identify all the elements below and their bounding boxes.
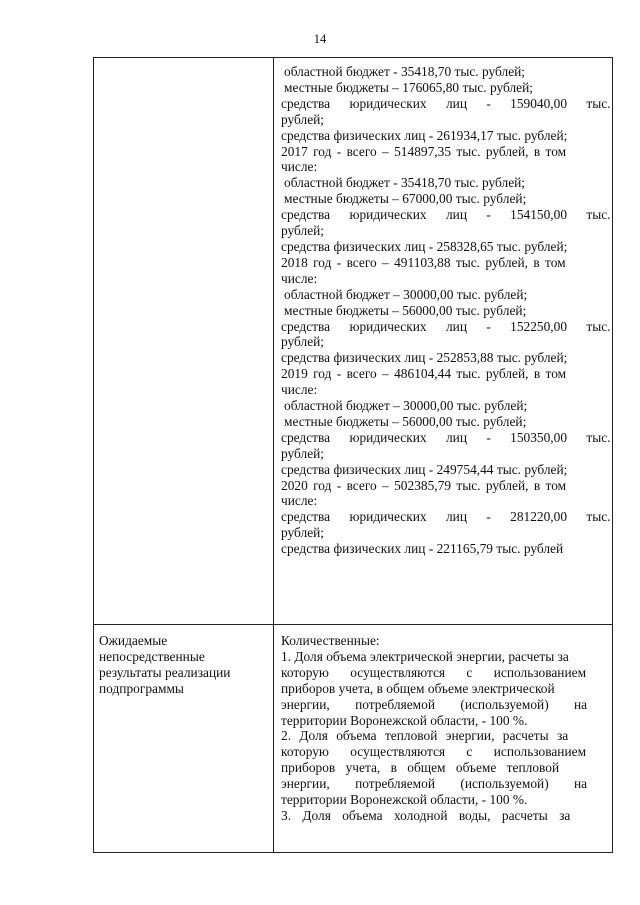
financing-cell [281,64,611,557]
financing-line: рублей; [281,223,325,239]
financing-line: местные бюджеты – 176065,80 тыс. рублей; [284,79,533,95]
financing-line: средства физических лиц - 261934,17 тыс. рублей; [281,127,568,143]
results-line: энергии, потребляемой (используемой) на [281,696,588,712]
results-line: энергии, потребляемой (используемой) на [281,776,588,792]
results-line: приборов учета, в общем объеме тепловой [281,760,560,776]
financing-line: рублей; [281,525,325,541]
results-line: территории Воронежской области, - 100 %. [281,792,528,808]
results-line: 3. Доля объема холодной воды, расчеты за [281,807,571,823]
financing-line: рублей; [281,334,325,350]
financing-line: средства юридических лиц - 152250,00 тыс. [281,318,611,334]
financing-line: средства физических лиц - 249754,44 тыс. рублей; [281,461,568,477]
financing-line: областной бюджет - 35418,70 тыс. рублей; [284,175,526,191]
financing-line: областной бюджет - 35418,70 тыс. рублей; [284,64,526,79]
financing-line: средства юридических лиц - 154150,00 тыс. [281,207,611,223]
financing-line: числе: [281,493,318,509]
results-line: 1. Доля объема электрической энергии, расчеты за [281,648,569,664]
financing-row [93,57,613,625]
financing-line: местные бюджеты – 67000,00 тыс. рублей; [284,191,527,207]
financing-line: средства юридических лиц - 159040,00 тыс. [281,95,611,111]
financing-line: средства физических лиц - 252853,88 тыс. рублей; [281,350,568,366]
financing-line: числе: [281,159,318,175]
results-line: Количественные: [281,633,380,648]
expected-results-cell [281,633,607,824]
results-line: которую осуществляются с использованием [281,664,587,680]
label-line: Ожидаемые [99,633,168,648]
column-divider [273,58,274,625]
financing-line: числе: [281,382,318,398]
results-line: 2. Доля объема тепловой энергии, расчеты за [281,728,569,744]
financing-line: 2017 год - всего – 514897,35 тыс. рублей, в том [281,143,567,159]
financing-line: рублей; [281,111,325,127]
expected-results-label [99,633,269,697]
financing-line: местные бюджеты – 56000,00 тыс. рублей; [284,413,527,429]
financing-line: 2020 год - всего – 502385,79 тыс. рублей, в том [281,477,567,493]
financing-line: числе: [281,270,318,286]
column-divider [273,625,274,852]
financing-line: рублей; [281,445,325,461]
financing-line: областной бюджет – 30000,00 тыс. рублей; [284,398,528,414]
financing-line: 2019 год - всего – 486104,44 тыс. рублей, в том [281,366,567,382]
results-line: территории Воронежской области, - 100 %. [281,712,528,728]
label-line: результаты реализации [99,664,231,680]
financing-line: средства физических лиц - 221165,79 тыс. рублей [281,541,564,557]
results-line: которую осуществляются с использованием [281,744,587,760]
results-line: приборов учета, в общем объеме электрической [281,680,555,696]
financing-line: средства юридических лиц - 150350,00 тыс. [281,429,611,445]
page-number: 14 [313,32,327,46]
financing-line: средства юридических лиц - 281220,00 тыс. [281,509,611,525]
expected-results-row [93,624,613,853]
label-line: подпрограммы [99,680,184,696]
label-line: непосредственные [99,648,205,664]
financing-line: 2018 год - всего – 491103,88 тыс. рублей, в том [281,254,566,270]
financing-line: средства физических лиц - 258328,65 тыс. рублей; [281,238,568,254]
subprogram-passport-table [93,57,613,852]
financing-line: местные бюджеты – 56000,00 тыс. рублей; [284,302,527,318]
financing-line: областной бюджет – 30000,00 тыс. рублей; [284,286,528,302]
